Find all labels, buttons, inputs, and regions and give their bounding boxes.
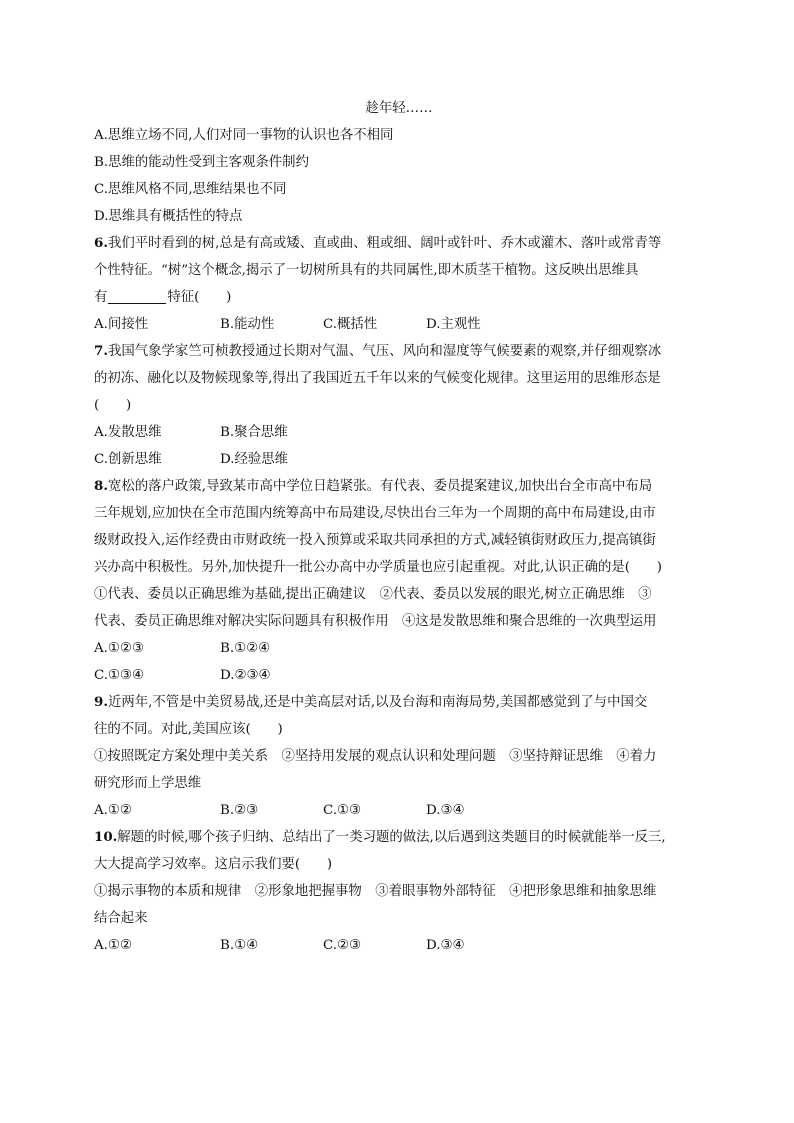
q6-stem-line3: [94, 284, 704, 311]
q8-statements-line1: ①代表、委员以正确思维为基础,提出正确建议 ②代表、委员以发展的眼光,树立正确思维 ③: [94, 587, 652, 602]
q7-stem-line3: ( ): [94, 398, 132, 413]
q8-stem-line3: 级财政投入,运作经费由市财政统一投入预算或采取共同承担的方式,减轻镇街财政压力,提高镇街: [94, 533, 656, 548]
q10-option-c: C.②③: [323, 938, 362, 953]
document-page: [94, 95, 704, 959]
q6-number: 6.: [94, 235, 108, 251]
q9-stem-line2: 往的不同。对此,美国应该( ): [94, 722, 283, 737]
q10-number: 10.: [94, 829, 118, 845]
page-header-title: 趁年轻……: [365, 101, 433, 116]
q5-option-b: B.思维的能动性受到主客观条件制约: [94, 155, 309, 170]
q7-option-a: A.发散思维: [94, 425, 162, 440]
q9-options: [94, 797, 704, 824]
q5-option-a: A.思维立场不同,人们对同一事物的认识也各不相同: [94, 128, 394, 143]
q6-option-a: A.间接性: [94, 317, 149, 332]
q6-stem-line1: [94, 230, 704, 257]
q9-stem-line1: [94, 689, 704, 716]
q6-answer-blank: [108, 289, 166, 304]
q7-options-row2: [94, 446, 704, 473]
q9-option-c: C.①③: [323, 803, 362, 818]
q10-option-b: B.①④: [220, 938, 259, 953]
q8-option-a: A.①②③: [94, 641, 144, 656]
q10-option-a: A.①②: [94, 938, 132, 953]
q6-stem-line2: 个性特征。“树”这个概念,揭示了一切树所具有的共同属性,即木质茎干植物。这反映出思维具: [94, 263, 639, 278]
q6-option-d: D.主观性: [426, 317, 481, 332]
q10-stem-line2: 大大提高学习效率。这启示我们要( ): [94, 857, 333, 872]
q6-option-b: B.能动性: [220, 317, 275, 332]
q10-options: [94, 932, 704, 959]
q6-option-c: C.概括性: [323, 317, 378, 332]
q10-option-d: D.③④: [426, 938, 465, 953]
q5-option-c: C.思维风格不同,思维结果也不同: [94, 182, 287, 197]
q8-stem-line2: 三年规划,应加快在全市范围内统筹高中布局建设,尽快出台三年为一个周期的高中布局建设,由市: [94, 506, 656, 521]
q10-statements-line2: 结合起来: [94, 911, 148, 926]
q7-option-b: B.聚合思维: [220, 425, 288, 440]
q9-number: 9.: [94, 694, 108, 710]
q7-text-1: 我国气象学家竺可桢教授通过长期对气温、气压、风向和湿度等气候要素的观察,并仔细观察冰: [107, 344, 662, 359]
q6-text-pre-blank: 有: [94, 290, 108, 305]
q10-stem-line1: [94, 824, 704, 851]
q6-options: [94, 311, 704, 338]
q9-statements-line1: ①按照既定方案处理中美关系 ②坚持用发展的观点认识和处理问题 ③坚持辩证思维 ④着力: [94, 749, 657, 764]
q10-statements-line1: ①揭示事物的本质和规律 ②形象地把握事物 ③着眼事物外部特征 ④把形象思维和抽象思维: [94, 884, 657, 899]
q7-option-d: D.经验思维: [220, 452, 289, 467]
q10-text-1: 解题的时候,哪个孩子归纳、总结出了一类习题的做法,以后遇到这类题目的时候就能举一反三,: [117, 830, 666, 845]
q7-option-c: C.创新思维: [94, 452, 162, 467]
q7-number: 7.: [94, 343, 108, 359]
q8-statements-line2: 代表、委员正确思维对解决实际问题具有积极作用 ④这是发散思维和聚合思维的一次典型运用: [94, 614, 657, 629]
q6-text-1: 我们平时看到的树,总是有高或矮、直或曲、粗或细、阔叶或针叶、乔木或灌木、落叶或常青等: [107, 236, 662, 251]
q8-options-row1: [94, 635, 704, 662]
q8-stem-line1: [94, 473, 704, 500]
q9-option-d: D.③④: [426, 803, 465, 818]
q8-option-b: B.①②④: [220, 641, 271, 656]
q8-option-c: C.①③④: [94, 668, 145, 683]
q8-number: 8.: [94, 478, 108, 494]
q7-stem-line2: 的初冻、融化以及物候现象等,得出了我国近五千年以来的气候变化规律。这里运用的思维形态是: [94, 371, 661, 386]
q8-option-d: D.②③④: [220, 668, 271, 683]
q5-option-d: D.思维具有概括性的特点: [94, 209, 243, 224]
q8-options-row2: [94, 662, 704, 689]
q9-option-a: A.①②: [94, 803, 132, 818]
q7-options-row1: [94, 419, 704, 446]
q7-stem-line1: [94, 338, 704, 365]
q6-text-post-blank: 特征( ): [167, 290, 232, 305]
q9-statements-line2: 研究形而上学思维: [94, 776, 202, 791]
q8-text-1: 宽松的落户政策,导致某市高中学位日趋紧张。有代表、委员提案建议,加快出台全市高中布局: [107, 479, 653, 494]
q9-option-b: B.②③: [220, 803, 259, 818]
q8-stem-line4: 兴办高中积极性。另外,加快提升一批公办高中办学质量也应引起重视。对此,认识正确的是( ): [94, 560, 662, 575]
q9-text-1: 近两年,不管是中美贸易战,还是中美高层对话,以及台海和南海局势,美国都感觉到了与中国交: [107, 695, 648, 710]
